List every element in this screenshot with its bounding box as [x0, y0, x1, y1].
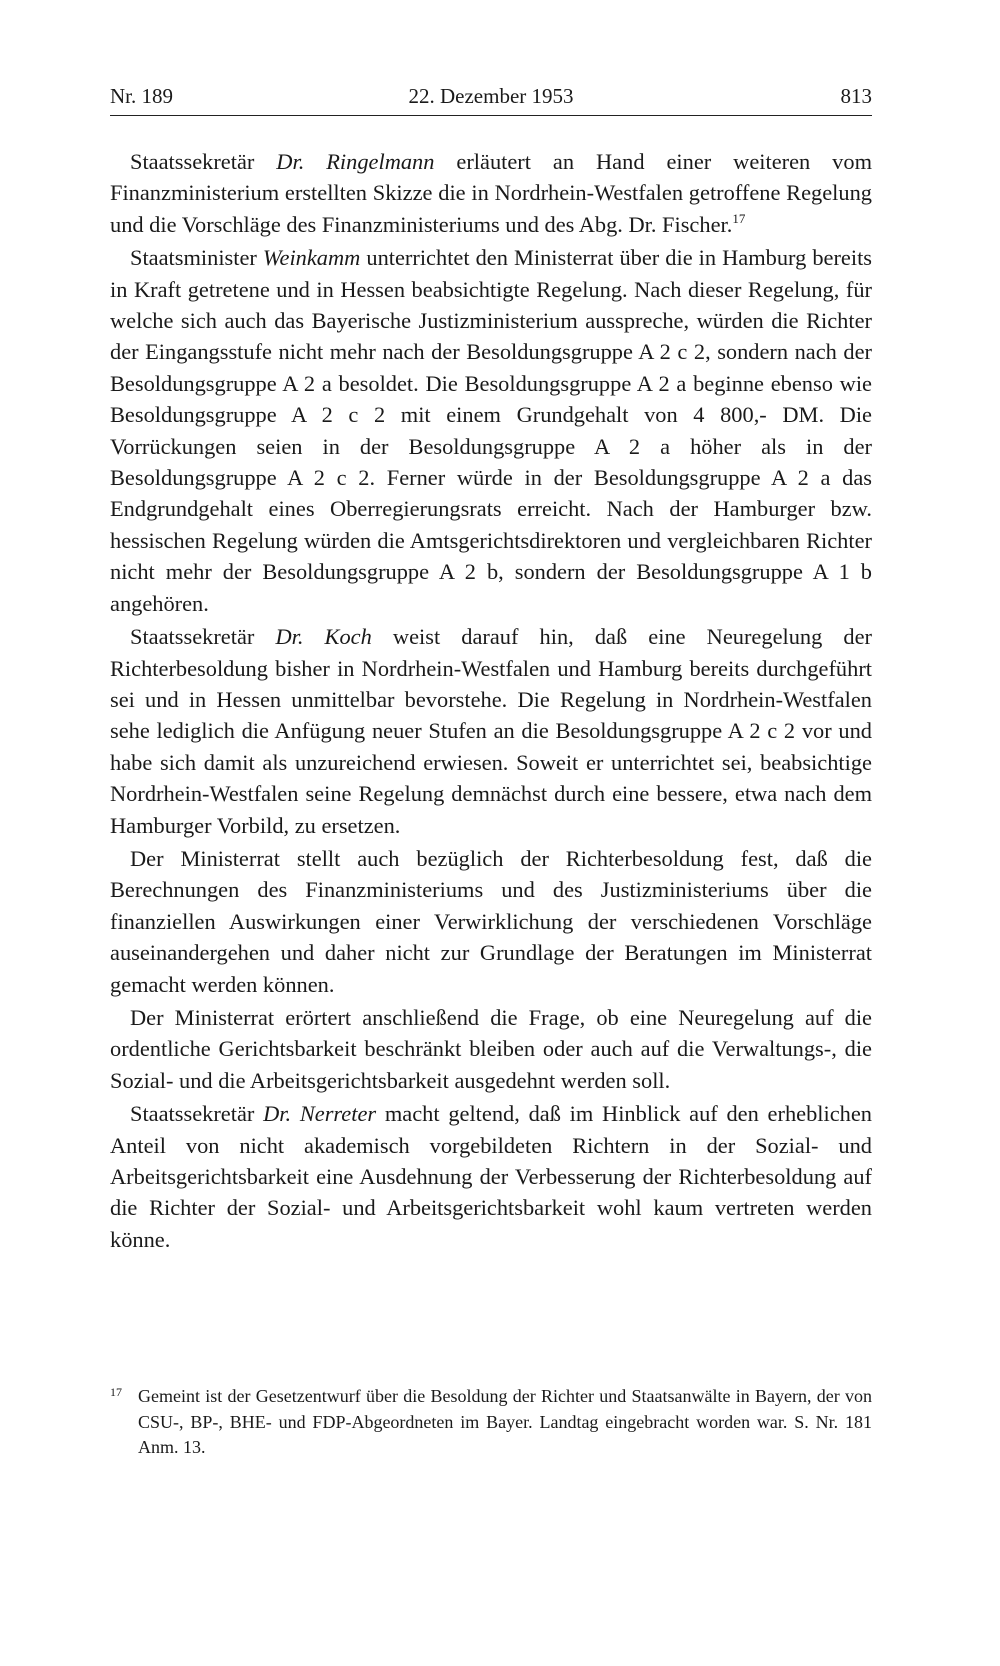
page-number: 813	[840, 84, 872, 108]
footnote-reference: 17	[732, 210, 746, 226]
speaker-name: Dr. Nerreter	[263, 1101, 377, 1127]
paragraph-text: Staatssekretär	[130, 624, 276, 650]
paragraph-weinkamm	[110, 242, 872, 619]
paragraph-text: Der Ministerrat stellt auch bezüglich der Richterbesoldung fest, daß die Berechnungen des Finanzministeriums und des Justizministeriums über die finanziellen Auswirkungen einer Verwirklichung der verschiedenen Vorschläge auseinandergehen und daher nicht zur Grundlage der Beratungen im Ministerrat gemacht werden können.	[110, 845, 872, 997]
paragraph-text: Staatssekretär	[130, 149, 277, 174]
header-rule	[110, 115, 872, 116]
paragraph-ringelmann	[110, 146, 872, 240]
paragraph-text: macht geltend, daß im Hinblick auf den erheblichen Anteil von nicht akademisch vorgebildeten Richtern in der Sozial- und Arbeitsgerichtsbarkeit eine Ausdehnung der Verbesserung der Richterbesoldung auf die Richter der Sozial- und Arbeitsgerichtsbarkeit wohl kaum vertreten werden könne.	[110, 1101, 872, 1252]
header-date: 22. Dezember 1953	[408, 84, 574, 108]
document-number: Nr. 189	[110, 84, 173, 108]
paragraph-ministerrat-frage	[110, 1002, 872, 1096]
footnote-number: 17	[110, 1385, 122, 1399]
footnote-17	[110, 1384, 872, 1461]
speaker-name: Weinkamm	[262, 245, 361, 271]
speaker-name: Dr. Koch	[275, 624, 372, 650]
footnote-text: Gemeint ist der Gesetzentwurf über die Besoldung der Richter und Staatsanwälte in Bayern, der von CSU-, BP-, BHE- und FDP-Abgeordneten im Bayer. Landtag eingebracht worden war. S. Nr. 181 Anm. 13.	[138, 1386, 872, 1457]
footnotes	[110, 1384, 872, 1461]
paragraph-nerreter	[110, 1098, 872, 1255]
paragraph-text: Der Ministerrat erörtert anschließend die Frage, ob eine Neuregelung auf die ordentliche Gerichtsbarkeit beschränkt bleiben oder auch auf die Verwaltungs-, die Sozial- und die Arbeitsgerichtsbarkeit ausgedehnt werden soll.	[110, 1004, 872, 1093]
paragraph-text: Staatsminister	[130, 245, 263, 271]
paragraph-ministerrat-berechnungen	[110, 843, 872, 1000]
main-text	[110, 146, 872, 1257]
paragraph-text: unterrichtet den Ministerrat über die in Hamburg bereits in Kraft getretene und in Hessen beabsichtigte Regelung. Nach dieser Regelung, für welche sich auch das Bayerische Justizministerium ausspreche, würden die Richter der Eingangsstufe nicht mehr nach der Besoldungsgruppe A 2 c 2, sondern nach der Besoldungsgruppe A 2 a besoldet. Die Besoldungsgruppe A 2 a beginne ebenso wie Besoldungsgruppe A 2 c 2 mit einem Grundgehalt von 4 800,- DM. Die Vorrückungen seien in der Besoldungsgruppe A 2 a höher als in der Besoldungsgruppe A 2 c 2. Ferner würde in der Besoldungsgruppe A 2 a das Endgrundgehalt eines Oberregierungsrats erreicht. Nach der Hamburger bzw. hessischen Regelung würden die Amtsgerichtsdirektoren und vergleichbaren Richter nicht mehr der Besoldungsgruppe A 2 b, sondern der Besoldungsgruppe A 1 b angehören.	[110, 245, 872, 616]
paragraph-text: Staatssekretär	[130, 1101, 264, 1127]
paragraph-koch	[110, 621, 872, 841]
page-header	[110, 84, 872, 120]
speaker-name: Dr. Ringelmann	[276, 149, 435, 174]
paragraph-text: erläutert an Hand einer weiteren vom Finanzministerium erstellten Skizze die in Nordrhein-Westfalen getroffene Regelung und die Vorschläge des Finanzministeriums und des Abg. Dr. Fischer.	[110, 149, 872, 237]
paragraph-text: weist darauf hin, daß eine Neuregelung der Richterbesoldung bisher in Nordrhein-Westfalen und Hamburg bereits durchgeführt sei und in Hessen unmittelbar bevorstehe. Die Regelung in Nordrhein-Westfalen sehe lediglich die Anfügung neuer Stufen an die Besoldungsgruppe A 2 c 2 vor und habe sich damit als unzureichend erwiesen. Soweit er unterrichtet sei, beabsichtige Nordrhein-Westfalen seine Regelung demnächst durch eine bessere, etwa nach dem Hamburger Vorbild, zu ersetzen.	[110, 624, 872, 838]
